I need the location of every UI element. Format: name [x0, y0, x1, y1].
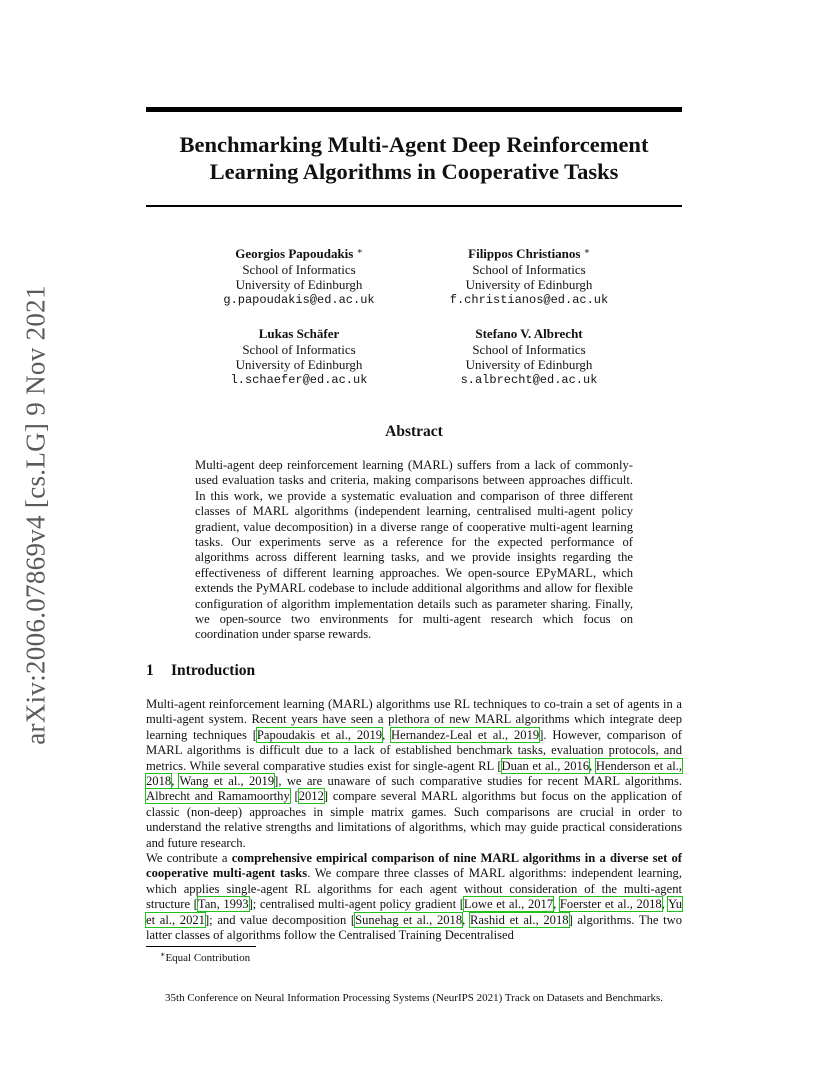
conference-footer: 35th Conference on Neural Information Processing Systems (NeurIPS 2021) Track on Datasets and Benchmarks. [165, 992, 663, 1004]
citation-link[interactable]: Tan, 1993 [197, 897, 249, 912]
citation-link[interactable]: Yu et al., 2021 [146, 897, 683, 927]
author-name: Filippos Christianos [468, 246, 581, 261]
body-text: ] algorithms. The two latter classes of algorithms follow the Centralised Training Decentralised [146, 912, 683, 943]
citation-link[interactable]: Rashid et al., 2018 [469, 912, 569, 927]
body-text: ]; and value decomposition [ [204, 912, 356, 927]
equal-contribution-mark: ∗ [356, 246, 363, 256]
author-email[interactable]: f.christianos@ed.ac.uk [449, 292, 609, 307]
title-top-rule [146, 107, 682, 112]
title-bottom-rule [146, 205, 682, 207]
section-heading [146, 662, 255, 680]
body-text: ] compare several MARL algorithms but focus on the application of classic (non-deep) approaches in simple matrix games. Such comparisons are crucial in order to understand the relative strengths and limitations of algorithms, which may guide practical considerations and future research. [146, 789, 683, 850]
author-name: Georgios Papoudakis [235, 246, 354, 261]
author-university: University of Edinburgh [465, 357, 593, 372]
citation-link[interactable]: Papoudakis et al., 2019 [256, 727, 383, 742]
author-email[interactable]: s.albrecht@ed.ac.uk [460, 372, 598, 387]
citation-link[interactable]: Henderson et al., 2018 [146, 758, 683, 789]
body-text: We contribute a [146, 851, 232, 865]
intro-paragraph-2 [146, 851, 682, 943]
paper-title [146, 131, 682, 185]
intro-paragraph-1 [146, 697, 682, 851]
body-text: ]; centralised multi-agent policy gradient [ [248, 897, 464, 912]
title-line-1: Benchmarking Multi-Agent Deep Reinforcement [179, 132, 649, 157]
body-text: Multi-agent reinforcement learning (MARL) algorithms use RL techniques to co-train a set of agents in a multi-agent system. Recent years have seen a plethora of new MARL algorithms which integrate deep learning techniques [ [146, 697, 682, 742]
citation-link[interactable]: Foerster et al., 2018 [559, 897, 662, 912]
abstract-text: Multi-agent deep reinforcement learning (MARL) suffers from a lack of commonly-used evaluation tasks and criteria, making comparisons between approaches difficult. In this work, we provide a systematic evaluation and comparison of three different classes of MARL algorithms (independent learning, centralised multi-agent policy gradient, value decomposition) in a diverse range of cooperative multi-agent learning tasks. Our experiments serve as a reference for the expected performance of algorithms across different learning tasks, and we provide insights regarding the effectiveness of different learning approaches. We open-source EPyMARL, which extends the PyMARL codebase to include additional algorithms and allow for flexible configuration of algorithm implementation details such as parameter sharing. Finally, we open-source two environments for multi-agent research which focus on coordination under sparse rewards. [195, 458, 633, 642]
footnote-mark: ∗ [160, 950, 166, 959]
emphasized-text: comprehensive empirical comparison of nine MARL algorithms in a diverse set of cooperative multi-agent tasks [146, 851, 683, 881]
body-text: , [661, 897, 669, 912]
citation-link[interactable]: 2012 [298, 789, 324, 804]
author-school: School of Informatics [242, 261, 356, 277]
author-name: Stefano V. Albrecht [475, 326, 583, 341]
author-email[interactable]: g.papoudakis@ed.ac.uk [223, 292, 375, 307]
author-university: University of Edinburgh [465, 277, 593, 292]
body-text: [ [289, 789, 299, 804]
body-text: , [171, 774, 180, 789]
author-block-4 [414, 326, 644, 388]
equal-contribution-mark: ∗ [583, 246, 590, 256]
citation-link[interactable]: Duan et al., 2016 [501, 758, 590, 773]
section-title: Introduction [171, 662, 256, 679]
section-number: 1 [146, 662, 154, 679]
author-email[interactable]: l.schaefer@ed.ac.uk [230, 372, 368, 387]
author-school: School of Informatics [472, 341, 586, 357]
citation-link[interactable]: Lowe et al., 2017 [463, 897, 554, 912]
citation-link[interactable]: Albrecht and Ramamoorthy [146, 789, 290, 804]
author-university: University of Edinburgh [235, 357, 363, 372]
body-text: , [462, 912, 470, 927]
footnote-rule [146, 946, 256, 947]
author-school: School of Informatics [472, 261, 586, 277]
title-line-2: Learning Algorithms in Cooperative Tasks [209, 159, 619, 184]
footnote-text: Equal Contribution [165, 952, 251, 964]
citation-link[interactable]: Sunehag et al., 2018 [355, 912, 463, 927]
citation-link[interactable]: Wang et al., 2019 [179, 774, 275, 789]
body-text: ]. However, comparison of MARL algorithms is difficult due to a lack of established benchmark tasks, evaluation protocols, and metrics. While several comparative studies exist for single-agent RL [ [146, 727, 682, 773]
author-block-1 [184, 244, 414, 308]
body-text: . We compare three classes of MARL algorithms: independent learning, which applies single-agent RL algorithms for each agent without consideration of the multi-agent structure [ [146, 866, 682, 912]
citation-link[interactable]: Hernandez-Leal et al., 2019 [391, 727, 540, 742]
author-university: University of Edinburgh [235, 277, 363, 292]
abstract-heading: Abstract [385, 423, 443, 440]
body-text: ], we are unaware of such comparative studies for recent MARL algorithms. [274, 774, 682, 789]
author-name: Lukas Schäfer [258, 326, 340, 341]
author-block-3 [184, 326, 414, 388]
footnote [160, 950, 250, 964]
body-text: , [589, 758, 596, 773]
body-text: , [382, 727, 392, 742]
body-text: , [553, 897, 560, 912]
author-block-2 [414, 244, 644, 308]
arxiv-identifier-text: arXiv:2006.07869v4 [cs.LG] 9 Nov 2021 [20, 285, 51, 745]
author-school: School of Informatics [242, 341, 356, 357]
